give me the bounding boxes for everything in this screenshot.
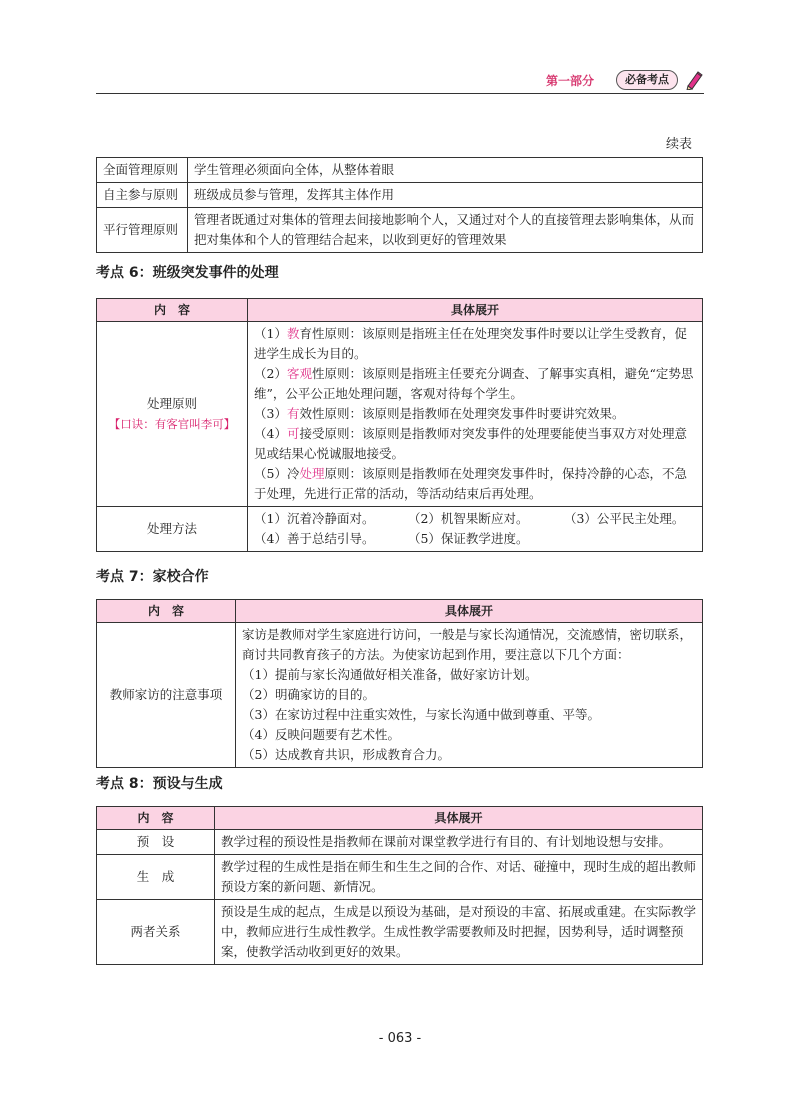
row-name: 生 成 [97, 855, 215, 900]
row-name: 两者关系 [97, 900, 215, 965]
kp8-col-detail: 具体展开 [215, 807, 703, 830]
principle-name: 全面管理原则 [97, 158, 188, 183]
list-item: （3）有效性原则：该原则是指教师在处理突发事件时要讲究效果。 [254, 406, 625, 421]
table-row [97, 623, 703, 768]
table-row [97, 855, 703, 900]
page-header [96, 68, 704, 93]
list-item: （3）在家访过程中注重实效性，与家长沟通中做到尊重、平等。 [242, 707, 600, 722]
table-row [97, 322, 703, 507]
home-visit-label: 教师家访的注意事项 [97, 623, 236, 768]
row-desc: 教学过程的生成性是指在师生和生生之间的合作、对话、碰撞中，现时生成的超出教师预设方案的新问题、新情况。 [215, 855, 703, 900]
table-row [97, 830, 703, 855]
list-item: （2）明确家访的目的。 [242, 687, 375, 702]
list-item: （1）教育性原则：该原则是指班主任在处理突发事件时要以让学生受教育，促进学生成长为目的。 [254, 326, 687, 361]
table-row [97, 507, 703, 552]
continued-label: 续表 [665, 137, 692, 152]
kp7-table [96, 599, 703, 768]
list-item: （3）公平民主处理。 [563, 511, 685, 526]
kp7-col-content: 内 容 [97, 600, 236, 623]
home-visit-intro: 家访是教师对学生家庭进行访问，一般是与家长沟通情况，交流感情，密切联系，商讨共同教育孩子的方法。为使家访起到作用，要注意以下几个方面： [242, 627, 693, 662]
list-item: （2）客观性原则：该原则是指班主任要充分调查、了解事实真相，避免“定势思维”，公平公正地处理问题，客观对待每个学生。 [254, 366, 694, 401]
list-item: （4）可接受原则：该原则是指教师对突发事件的处理要能使当事双方对处理意见或结果心悦诚服地接受。 [254, 426, 687, 461]
row-desc: 预设是生成的起点，生成是以预设为基础，是对预设的丰富、拓展或重建。在实际教学中，教师应进行生成性教学。生成性教学需要教师及时把握，因势利导，适时调整预案，使教学活动收到更好的效果。 [215, 900, 703, 965]
kp8-table [96, 806, 703, 965]
page-number: - 063 - [378, 1031, 422, 1046]
header-divider [96, 93, 704, 94]
principle-name: 平行管理原则 [97, 208, 188, 253]
header-part-label: 第一部分 [545, 74, 594, 88]
kp6-col-detail: 具体展开 [248, 299, 703, 322]
list-item: （4）反映问题要有艺术性。 [242, 727, 400, 742]
table-row [97, 900, 703, 965]
table-row [97, 183, 703, 208]
method-label: 处理方法 [97, 507, 248, 552]
principle-name: 自主参与原则 [97, 183, 188, 208]
row-desc: 教学过程的预设性是指教师在课前对课堂教学进行有目的、有计划地设想与安排。 [215, 830, 703, 855]
list-item: （1）提前与家长沟通做好相关准备，做好家访计划。 [242, 667, 538, 682]
mnemonic: 【口诀：有客官叫李可】 [108, 417, 236, 431]
principle-label: 处理原则 [146, 396, 197, 411]
list-item: （4）善于总结引导。 [254, 531, 375, 546]
principle-desc: 管理者既通过对集体的管理去间接地影响个人，又通过对个人的直接管理去影响集体，从而把对集体和个人的管理结合起来，以收到更好的管理效果 [188, 208, 703, 253]
list-item: （5）达成教育共识，形成教育合力。 [242, 747, 450, 762]
list-item: （2）机智果断应对。 [407, 511, 529, 526]
kp8-col-content: 内 容 [97, 807, 215, 830]
kp7-title: 考点 7：家校合作 [96, 569, 209, 585]
principles-cell [248, 322, 703, 507]
principle-label-cell [97, 322, 248, 507]
kp6-title: 考点 6：班级突发事件的处理 [96, 265, 279, 281]
kp7-col-detail: 具体展开 [236, 600, 703, 623]
kp8-title: 考点 8：预设与生成 [96, 776, 223, 792]
methods-cell [248, 507, 703, 552]
row-name: 预 设 [97, 830, 215, 855]
management-principles-table [96, 157, 703, 253]
principle-desc: 班级成员参与管理，发挥其主体作用 [188, 183, 703, 208]
principle-desc: 学生管理必须面向全体，从整体着眼 [188, 158, 703, 183]
kp6-col-content: 内 容 [97, 299, 248, 322]
list-item: （1）沉着冷静面对。 [254, 511, 375, 526]
list-item: （5）冷处理原则：该原则是指教师在处理突发事件时，保持冷静的心态，不急于处理，先进行正常的活动，等活动结束后再处理。 [254, 466, 687, 501]
pencil-icon [684, 68, 704, 90]
list-item: （5）保证教学进度。 [407, 531, 529, 546]
kp6-table [96, 298, 703, 552]
table-row [97, 158, 703, 183]
header-section-badge: 必备考点 [616, 70, 678, 90]
table-row [97, 208, 703, 253]
home-visit-cell [236, 623, 703, 768]
